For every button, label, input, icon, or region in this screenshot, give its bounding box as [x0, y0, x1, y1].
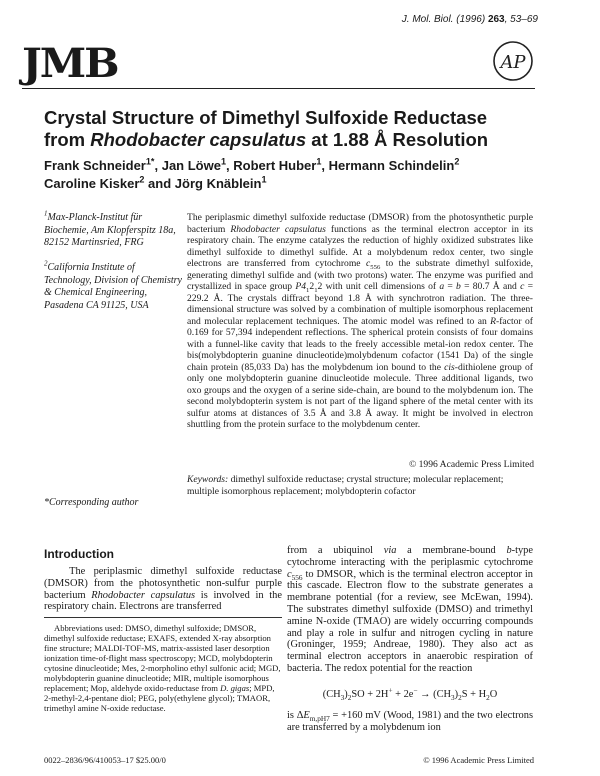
equation-part: (CH: [322, 689, 341, 700]
abstract-text: -factor of 0.169 for 57,394 independent reflections. The spherical protein consists of four domains with a funnel-like cavity that leads to the freely accessible metal-ion redox center. The bis(molybdopterin guanine dinucleotide)molybdenum cofactor (1541 Da) of the single chain protein (85,033 Da) has the molybdenum ion bound to the: [187, 315, 533, 373]
equation-sub: 3: [340, 694, 345, 703]
author-affiliation-mark: 1*: [145, 156, 155, 167]
author-separator: and: [144, 176, 175, 191]
body-cytochrome-sub: 556: [291, 573, 303, 582]
abstract-space-group: 2: [309, 281, 315, 292]
abstract-species: Rhodobacter capsulatus: [230, 223, 326, 235]
body-text: from a ubiquinol: [287, 545, 384, 556]
author-affiliation-mark: 1: [220, 156, 227, 167]
abstract-text: functions as the terminal electron acceptor in its respiratory chain. The enzyme catalyzes the reduction of highly oxidized substrates like dimethyl sulfoxide to dimethyl sulfide. At a molybdenum redox center, two single electrons are transferred from cytochrome: [187, 223, 534, 269]
intro-text: is involved in the respiratory chain. Electrons are transferred: [44, 589, 282, 613]
column-2-continuation: [287, 710, 533, 734]
abstract-text: The periplasmic dimethyl sulfoxide reductase (DMSOR) from the photosynthetic purple bacterium: [187, 212, 533, 235]
journal-volume: 263: [487, 14, 505, 25]
author-affiliation-mark: 1: [261, 174, 267, 185]
equation-sup: −: [413, 686, 418, 695]
author-name: Jan Löwe: [161, 158, 221, 173]
abstract-cell-b: b: [456, 281, 461, 292]
abstract-space-group: P4: [295, 281, 307, 292]
author-affiliation-mark: 1: [316, 156, 322, 167]
title-from: from: [44, 129, 91, 150]
journal-pages: , 53–69: [504, 14, 538, 25]
abstract-text: =: [444, 281, 457, 292]
author-separator: ,: [226, 158, 234, 173]
abstract: [187, 212, 533, 431]
abstract-space-group-sub: 1: [306, 286, 310, 294]
equation-part: ): [454, 689, 459, 700]
author-separator: ,: [321, 158, 329, 173]
affiliation: [44, 259, 182, 312]
equation-part: + 2e: [392, 689, 414, 700]
affiliation-text: Max-Planck-Institut für Biochemie, Am Klopferspitz 18a, 82152 Martinsried, FRG: [44, 212, 176, 248]
equation-part: → (CH: [417, 689, 452, 700]
abbreviations-footnote: [44, 617, 282, 713]
abstract-cell-a: a: [439, 281, 445, 292]
abstract-text: -dithiolene group of only one molybdopterin guanine dinucleotide molecule. Three additional ligands, two oxo groups and the oxygen of a serine side-chain, are bound to the molybdenum ion. The second molybdopterin system is not part of the ligand sphere of the metal center with its sulfur atoms at distances of 3.5 Å and 3.8 Å away. It might be involved in electron shuttling from the protein surface to the molybdenum center.: [187, 361, 533, 430]
abstract-cytochrome: c: [365, 258, 371, 269]
affiliation-text: California Institute of Technology, Division of Chemistry & Chemical Engineering, Pasadena CA 91125, USA: [44, 262, 182, 311]
abstract-cis: cis: [444, 361, 455, 373]
journal-name: J. Mol. Biol.: [401, 14, 454, 25]
author-name: Jörg Knäblein: [174, 176, 262, 191]
section-heading: Introduction: [44, 547, 114, 561]
abbreviations-text: ; MPD, 2-methyl-2,4-pentane diol; PEG, poly(ethylene glycol); TMAOR, trimethyl amine N-oxide reductase.: [44, 683, 275, 713]
author-separator: ,: [154, 158, 162, 173]
title-species: Rhodobacter capsulatus: [90, 129, 307, 150]
intro-paragraph: [44, 566, 282, 613]
intro-species: Rhodobacter capsulatus: [91, 589, 196, 601]
abstract-text: = 80.7 Å and: [460, 281, 521, 292]
header-rule: [22, 88, 535, 89]
body-text: is Δ: [287, 710, 304, 721]
equation-sub: 3: [451, 694, 455, 703]
abstract-space-group-sub: 1: [314, 286, 318, 294]
equation-sup: +: [388, 686, 393, 695]
article-title: [44, 107, 564, 151]
equation-part: SO + 2H: [351, 689, 389, 700]
author-list: [44, 157, 564, 193]
abstract-copyright: © 1996 Academic Press Limited: [408, 459, 534, 470]
jmb-logo: JMB: [22, 40, 118, 87]
journal-year: (1996): [456, 14, 486, 25]
equation-sub: 2: [458, 694, 462, 703]
academic-press-logo-text: AP: [500, 52, 526, 73]
abbreviations-species: D. gigas: [220, 683, 250, 693]
journal-citation: [402, 14, 538, 25]
title-rest: at 1.88 Å Resolution: [306, 129, 489, 150]
keywords-label: Keywords:: [187, 474, 229, 485]
footer-code: 0022–2836/96/410053–17 $25.00/0: [44, 755, 166, 765]
abstract-text: = 229.2 Å. The crystals diffract beyond 1.8 Å with synchrotron radiation. The three-dimensional structure was solved by a combination of multiple isomorphous replacement and molecular replacement techniques. The atomic model was refined to an: [187, 281, 533, 327]
body-text: = +160 mV (Wood, 1981) and the two electrons are transferred by a molybdenum ion: [287, 710, 533, 733]
body-sub: m,pH7: [309, 715, 330, 724]
author-affiliation-mark: 2: [139, 174, 145, 185]
author-affiliation-mark: 2: [454, 156, 460, 167]
equation-part: S + H: [461, 689, 487, 700]
body-text: to DMSOR, which is the terminal electron acceptor in this cascade. Electron flow to the substrate generates a membrane potential (for a review, see McEwan, 1994). The substrates dimethyl sulfoxide (DMSO) and trimethyl amine N-oxide (TMAO) are widely occurring compounds and play a role in sulfur and nitrogen cycling in nature (Groninger, 1959; Andreae, 1980). They also act as terminal electron acceptors in anaerobic respiration of bacteria. The redox potential for the reaction: [287, 568, 533, 674]
abstract-r-factor: R: [490, 315, 497, 327]
affiliation-mark: 1: [44, 209, 48, 218]
corresponding-author-note: *Corresponding author: [44, 497, 139, 508]
body-italic: via: [383, 545, 397, 556]
keywords-text: dimethyl sulfoxide reductase; crystal structure; molecular replacement; multiple isomorphous replacement; molybdopterin cofactor: [187, 474, 504, 497]
abbreviations-text: Abbreviations used: DMSO, dimethyl sulfoxide; DMSOR, dimethyl sulfoxide reductase; EXAFS, extended X-ray absorption fine structure; MALDI-TOF-MS, matrix-assisted laser desorption ionization time-of-flight mass spectroscopy; MCD, molybdopterin cytosine dinucleotide; Mes, 2-morpholino ethyl sulfonic acid; MGD, molybdopterin guanine dinucleotide; MIR, multiple isomorphous replacement; Mop, aldehyde oxido-reductase from: [44, 623, 281, 693]
equation-part: O: [489, 689, 498, 700]
author-name: Hermann Schindelin: [328, 158, 455, 173]
affiliation: [44, 209, 182, 250]
keywords: [187, 474, 533, 497]
body-text: a membrane-bound: [396, 545, 507, 556]
author-name: Caroline Kisker: [44, 176, 140, 191]
author-name: Robert Huber: [233, 158, 317, 173]
body-italic: b: [506, 545, 512, 556]
intro-text: The periplasmic dimethyl sulfoxide reductase (DMSOR) from the photosynthetic non-sulfur purple bacterium: [44, 566, 283, 601]
abstract-text: to the substrate dimethyl sulfoxide, generating dimethyl sulfide and (with two protons) water. The enzyme was purified and crystallized in space group: [187, 258, 533, 292]
academic-press-logo: [492, 40, 534, 82]
author-name: Frank Schneider: [44, 158, 146, 173]
equation-sub: 2: [486, 694, 490, 703]
abstract-cell-c: c: [520, 281, 525, 292]
body-text: -type cytochrome interacting with the periplasmic cytochrome: [287, 545, 533, 568]
equation-part: ): [344, 689, 348, 700]
title-line-1: Crystal Structure of Dimethyl Sulfoxide Reductase: [44, 107, 488, 128]
footer-copyright: © 1996 Academic Press Limited: [423, 755, 534, 765]
abstract-text: 2 with unit cell dimensions of: [317, 281, 440, 292]
column-2-paragraph: [287, 545, 533, 675]
abstract-cytochrome-sub: 556: [370, 263, 381, 271]
affiliation-mark: 2: [44, 259, 48, 268]
equation-sub: 2: [347, 694, 352, 703]
body-italic: E: [303, 710, 310, 721]
reaction-equation: [287, 686, 533, 703]
body-cytochrome: c: [287, 568, 292, 580]
